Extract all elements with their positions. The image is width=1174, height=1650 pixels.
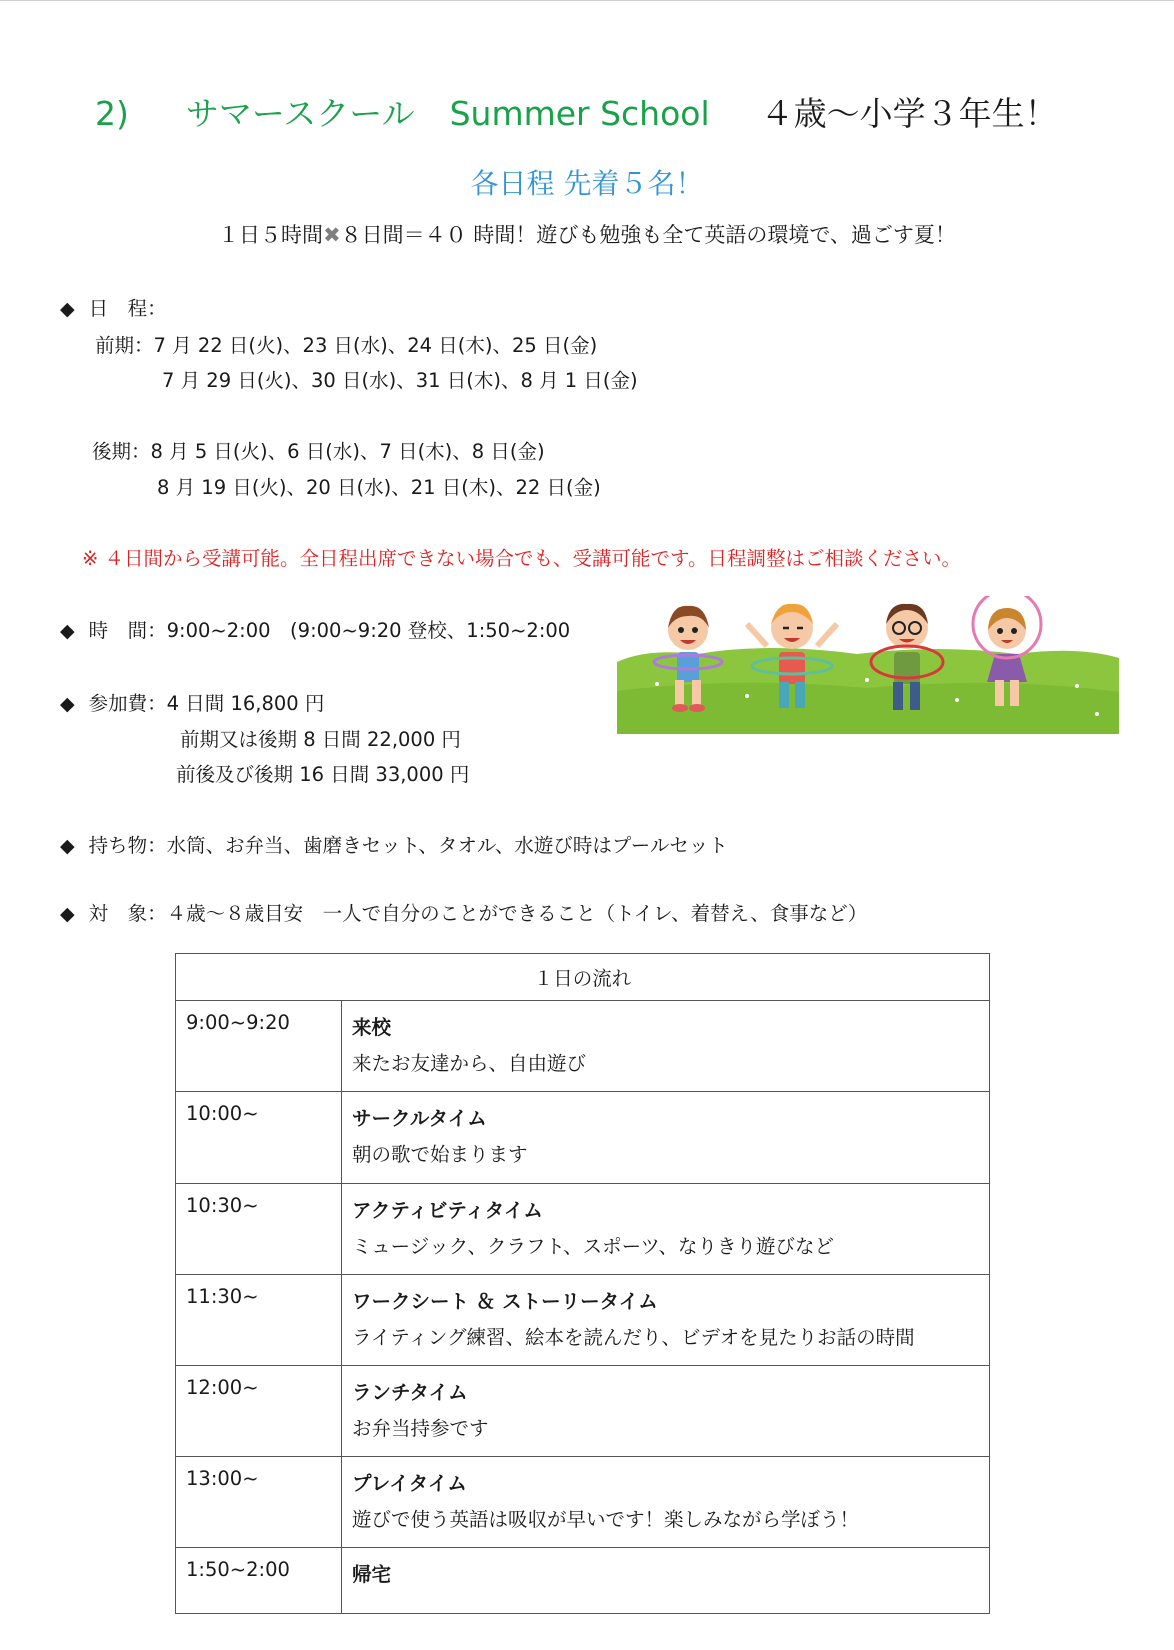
row-time: 9:00~9:20	[176, 1001, 342, 1092]
fee-line-2: 前期又は後期 8 日間 22,000 円	[180, 728, 461, 751]
table-row	[176, 1184, 990, 1275]
row-description: 来たお友達から、自由遊び	[352, 1052, 587, 1075]
target-label: 対 象：	[88, 902, 167, 925]
diamond-bullet-icon: ◆	[60, 620, 75, 642]
row-heading: 来校	[352, 1016, 392, 1039]
subtitle: 各日程 先着５名！	[470, 167, 704, 200]
schedule-heading	[60, 293, 167, 321]
row-description: ミュージック、クラフト、スポーツ、なりきり遊びなど	[352, 1235, 835, 1258]
first-term-dates-1: 7 月 22 日(火)、23 日(水)、24 日(木)、25 日(金)	[153, 334, 598, 357]
second-term-dates-1: 8 月 5 日(火)、6 日(水)、7 日(木)、8 日(金)	[150, 440, 545, 463]
row-activity	[342, 1457, 990, 1548]
row-time: 13:00~	[176, 1457, 342, 1548]
title-ages: ４歳〜小学３年生！	[760, 94, 1058, 133]
row-heading: ワークシート ＆ ストーリータイム	[352, 1290, 658, 1313]
diamond-bullet-icon: ◆	[60, 903, 75, 925]
row-time: 1:50~2:00	[176, 1548, 342, 1614]
fee-line-3: 前後及び後期 16 日間 33,000 円	[176, 763, 470, 786]
row-description: ライティング練習、絵本を読んだり、ビデオを見たりお話の時間	[352, 1326, 915, 1349]
second-term-dates-2: 8 月 19 日(火)、20 日(水)、21 日(木)、22 日(金)	[157, 476, 601, 499]
row-heading: サークルタイム	[352, 1107, 487, 1130]
title-japanese: サマースクール	[185, 94, 415, 133]
items-value: 水筒、お弁当、歯磨きセット、タオル、水遊び時はプールセット	[166, 834, 728, 857]
row-heading: 帰宅	[352, 1563, 392, 1586]
daily-schedule-table	[175, 953, 990, 1614]
hours-value: 9:00~2:00 (9:00~9:20 登校、1:50~2:00	[166, 619, 571, 642]
table-title: １日の流れ	[176, 954, 990, 1001]
row-activity	[342, 1366, 990, 1457]
table-row	[176, 1366, 990, 1457]
row-time: 11:30~	[176, 1275, 342, 1366]
table-header-row	[176, 954, 990, 1001]
title-english: Summer School	[449, 94, 710, 133]
row-time: 10:00~	[176, 1092, 342, 1184]
fee-row	[60, 688, 324, 716]
diamond-bullet-icon: ◆	[60, 835, 75, 857]
row-description: 朝の歌で始まります	[352, 1143, 528, 1166]
lead-part-b: ８日間＝４０ 時間！遊びも勉強も全て英語の環境で、過ごす夏！	[340, 223, 956, 247]
row-activity	[342, 1092, 990, 1184]
row-time: 12:00~	[176, 1366, 342, 1457]
target-row	[60, 898, 867, 926]
row-heading: ランチタイム	[352, 1381, 468, 1404]
schedule-label: 日 程：	[88, 297, 167, 320]
row-time: 10:30~	[176, 1184, 342, 1275]
diamond-bullet-icon: ◆	[60, 693, 75, 715]
schedule-second-line1	[92, 436, 545, 464]
second-term-label: 後期：	[92, 440, 151, 463]
row-heading: アクティビティタイム	[352, 1199, 543, 1222]
lead-part-a: １日５時間	[218, 223, 324, 247]
row-heading: プレイタイム	[352, 1472, 467, 1495]
hours-row	[60, 615, 618, 643]
target-value: ４歳〜８歳目安 一人で自分のことができること（トイレ、着替え、食事など）	[166, 902, 868, 925]
row-description: 遊びで使う英語は吸収が早いです！楽しみながら学ぼう！	[352, 1508, 860, 1531]
items-row	[60, 830, 728, 858]
table-row	[176, 1548, 990, 1614]
first-term-label: 前期：	[95, 334, 154, 357]
section-number: 2)	[95, 94, 129, 133]
table-row	[176, 1275, 990, 1366]
row-activity	[342, 1184, 990, 1275]
table-row	[176, 1092, 990, 1184]
multiply-symbol: ✖	[323, 223, 341, 247]
hours-label: 時 間：	[88, 619, 167, 642]
page-top-border	[0, 0, 1174, 1]
lead-text	[0, 219, 1174, 249]
schedule-first-line1	[95, 330, 597, 358]
children-hula-hoop-illustration	[617, 596, 1119, 734]
row-activity	[342, 1001, 990, 1092]
fee-line-1: 4 日間 16,800 円	[166, 692, 325, 715]
row-description: お弁当持参です	[352, 1417, 489, 1440]
fee-label: 参加費：	[88, 692, 167, 715]
first-term-dates-2: 7 月 29 日(火)、30 日(水)、31 日(木)、8 月 1 日(金)	[162, 369, 638, 392]
row-activity	[342, 1275, 990, 1366]
page-title	[95, 88, 1058, 135]
table-row	[176, 1001, 990, 1092]
row-activity	[342, 1548, 990, 1614]
items-label: 持ち物：	[88, 834, 167, 857]
table-row	[176, 1457, 990, 1548]
schedule-note: ※ ４日間から受講可能。全日程出席できない場合でも、受講可能です。日程調整はご相談ください。	[82, 547, 961, 570]
diamond-bullet-icon: ◆	[60, 298, 75, 320]
